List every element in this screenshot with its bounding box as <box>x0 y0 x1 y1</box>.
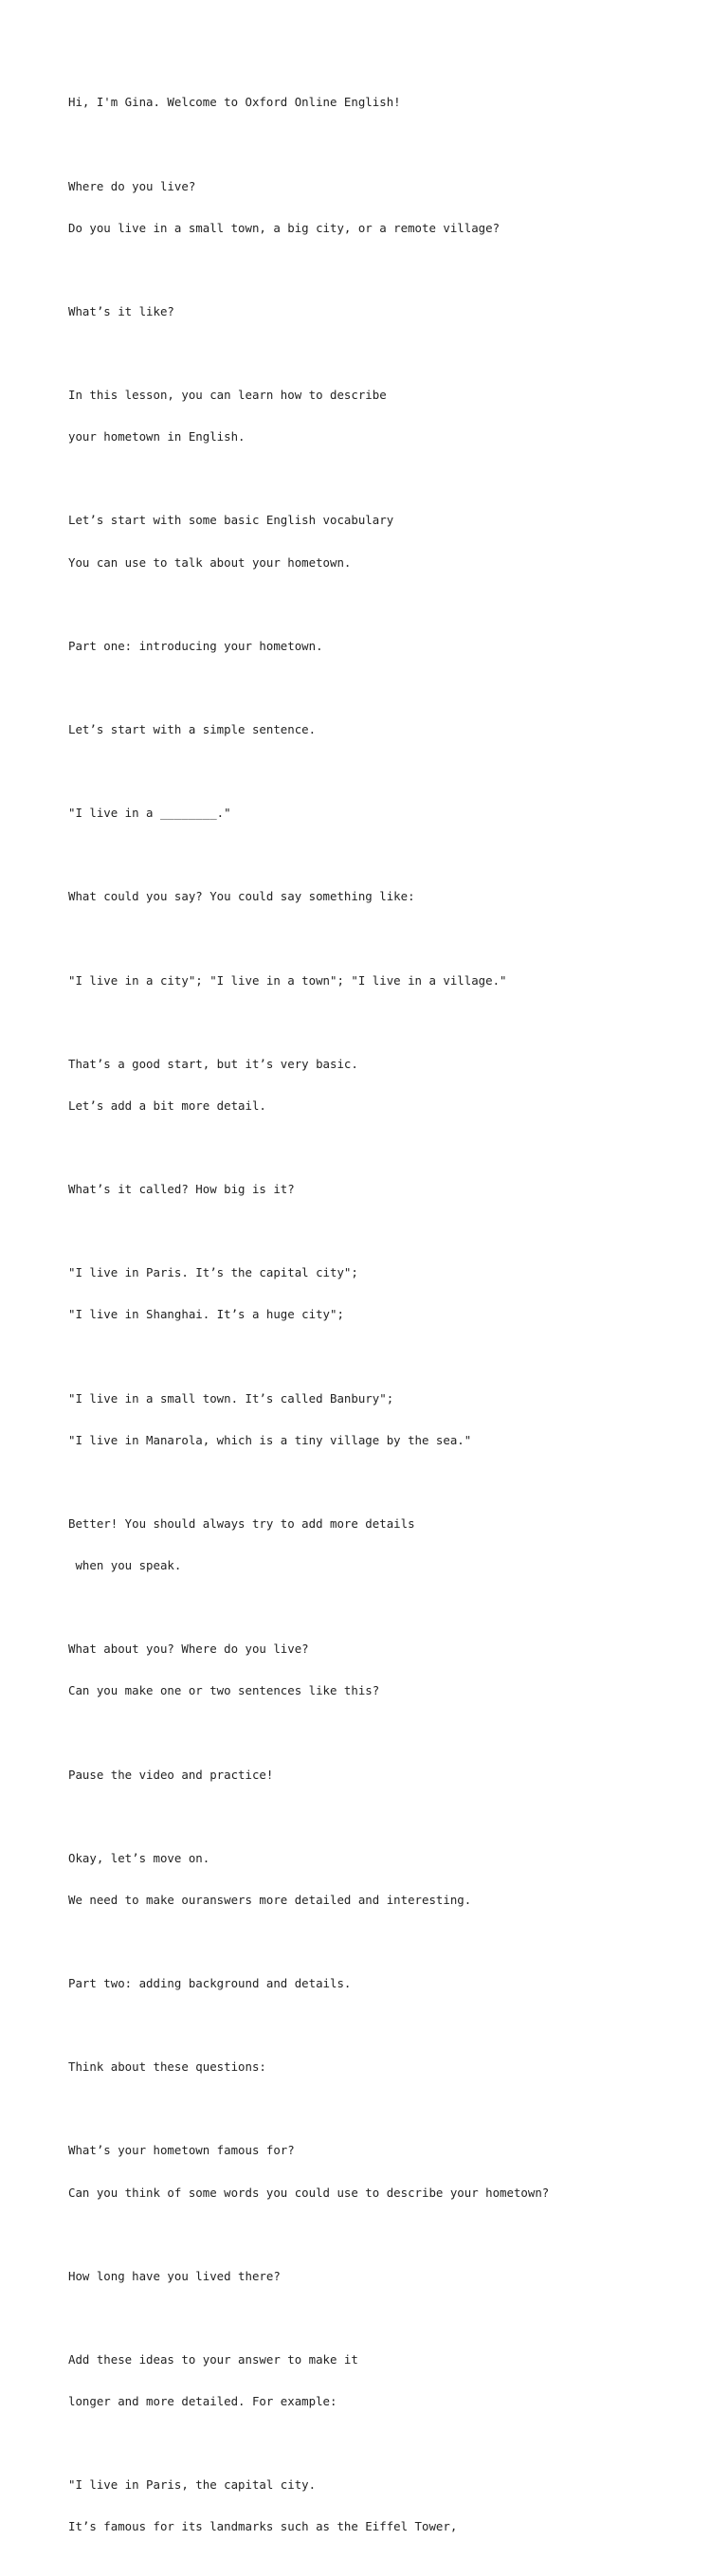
paragraph <box>68 278 713 348</box>
example-sentence <box>68 1364 713 1476</box>
paragraph <box>68 2033 713 2103</box>
text-line: We need to make ouranswers more detailed and interesting. <box>68 1892 472 1907</box>
text-line: How long have you lived there? <box>68 2268 281 2283</box>
paragraph <box>68 361 713 473</box>
text-line: It’s famous for its landmarks such as the Eiffel Tower, <box>68 2519 458 2534</box>
text-line: Do you live in a small town, a big city, or a remote village? <box>68 220 500 235</box>
text-line: Let’s add a bit more detail. <box>68 1098 266 1113</box>
text-line: Okay, let’s move on. <box>68 1850 210 1865</box>
text-line: Can you make one or two sentences like this? <box>68 1683 380 1698</box>
text-line: "I live in a small town. It’s called Banbury"; <box>68 1390 394 1406</box>
text-line: Let’s start with a simple sentence. <box>68 721 317 736</box>
text-line: What could you say? You could say something like: <box>68 889 415 904</box>
paragraph <box>68 2241 713 2312</box>
paragraph <box>68 1029 713 1141</box>
example-sentence <box>68 779 713 849</box>
text-line: Let’s start with some basic English vocabulary <box>68 513 394 528</box>
section-heading <box>68 611 713 681</box>
example-sentence <box>68 2451 713 2563</box>
text-line: "I live in Manarola, which is a tiny village by the sea." <box>68 1432 472 1447</box>
paragraph <box>68 2326 713 2438</box>
text-line: That’s a good start, but it’s very basic. <box>68 1056 358 1071</box>
text-line: longer and more detailed. For example: <box>68 2394 337 2409</box>
text-line: In this lesson, you can learn how to describe <box>68 388 387 403</box>
text-line: your hometown in English. <box>68 429 246 444</box>
paragraph <box>68 152 713 263</box>
paragraph <box>68 486 713 598</box>
text-line: "I live in Shanghai. It’s a huge city"; <box>68 1307 344 1322</box>
text-line: "I live in a ________." <box>68 806 231 821</box>
paragraph <box>68 2116 713 2228</box>
text-line: Can you think of some words you could use to describe your hometown? <box>68 2185 550 2200</box>
text-line: Think about these questions: <box>68 2059 266 2075</box>
text-line: What about you? Where do you live? <box>68 1642 309 1657</box>
paragraph <box>68 68 713 138</box>
text-line: Better! You should always try to add more details <box>68 1515 415 1531</box>
paragraph <box>68 696 713 766</box>
paragraph <box>68 1740 713 1810</box>
text-line: Pause the video and practice! <box>68 1767 274 1782</box>
paragraph <box>68 1490 713 1602</box>
text-line: You can use to talk about your hometown. <box>68 554 352 570</box>
text-line: "I live in a city"; "I live in a town"; "I live in a village." <box>68 972 507 988</box>
document-page <box>68 68 713 2576</box>
text-line: What’s it called? How big is it? <box>68 1182 295 1197</box>
example-sentence <box>68 1239 713 1351</box>
text-line: Where do you live? <box>68 178 196 193</box>
paragraph <box>68 1615 713 1727</box>
text-line: "I live in Paris. It’s the capital city"; <box>68 1265 358 1280</box>
paragraph <box>68 862 713 933</box>
paragraph <box>68 1823 713 1935</box>
paragraph <box>68 1155 713 1225</box>
text-line: Hi, I'm Gina. Welcome to Oxford Online English! <box>68 95 401 110</box>
text-line: when you speak. <box>68 1558 182 1573</box>
text-line: Part two: adding background and details. <box>68 1976 352 1991</box>
text-line: Part one: introducing your hometown. <box>68 638 323 653</box>
section-heading <box>68 1950 713 2020</box>
example-sentence <box>68 946 713 1016</box>
text-line: "I live in Paris, the capital city. <box>68 2477 317 2493</box>
text-line: Add these ideas to your answer to make it <box>68 2351 358 2367</box>
text-line: What’s it like? <box>68 303 174 318</box>
text-line: What’s your hometown famous for? <box>68 2143 295 2158</box>
